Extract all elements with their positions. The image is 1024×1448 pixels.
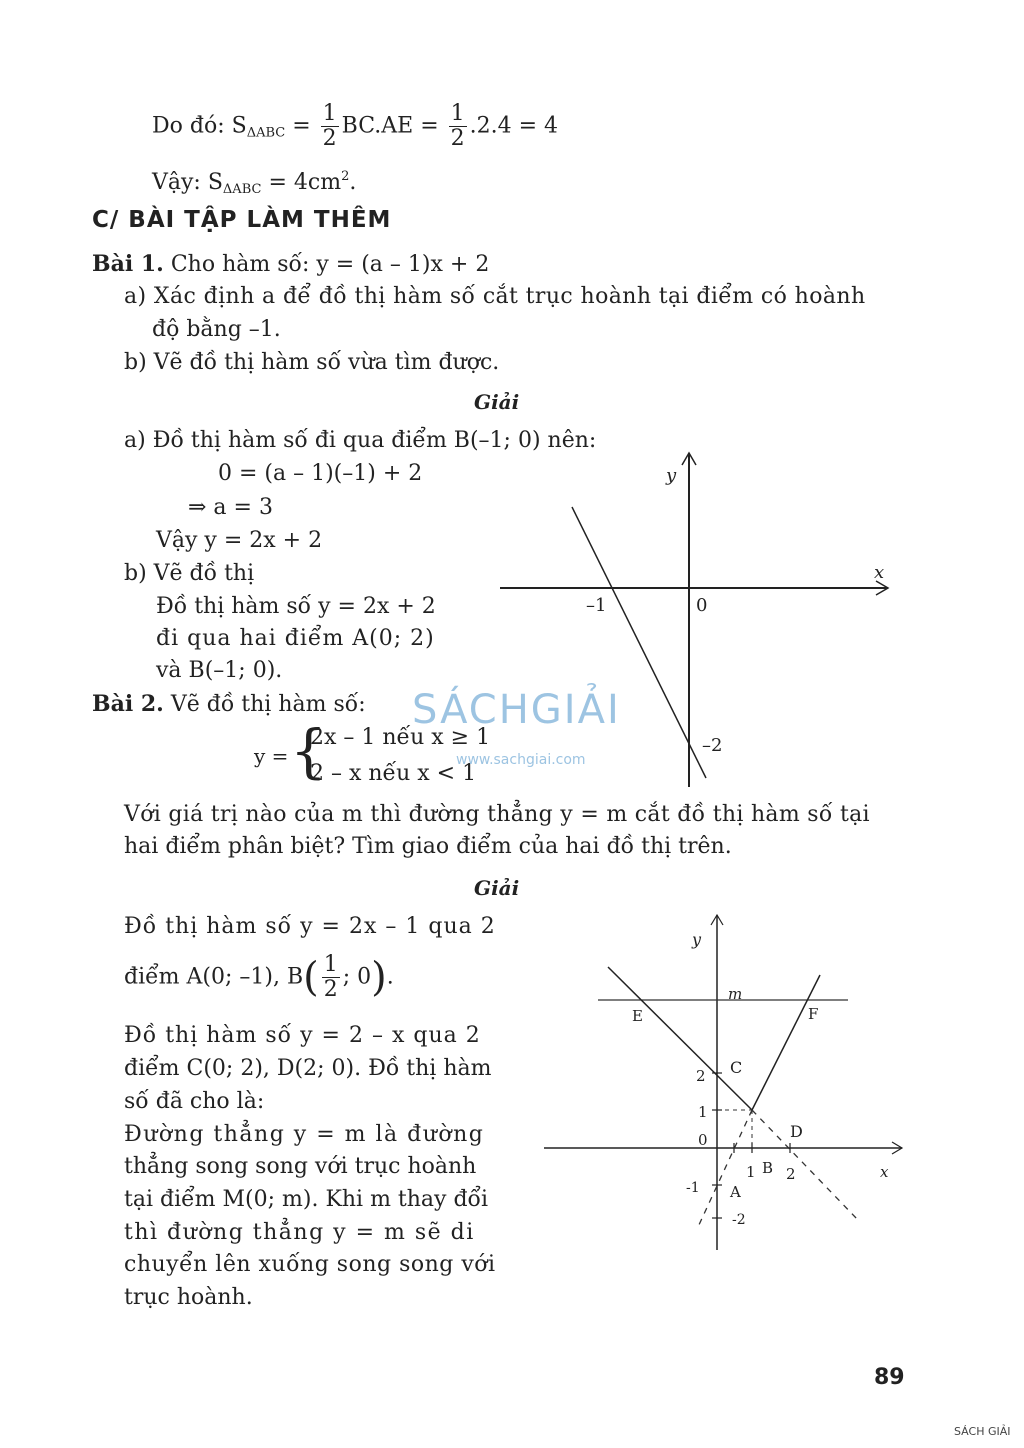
solution-heading: Giải — [474, 390, 520, 414]
solution2-line: chuyển lên xuống song song với — [124, 1252, 496, 1277]
solution-b-line: b) Vẽ đồ thị — [124, 561, 255, 586]
piecewise-brace: { — [290, 717, 327, 785]
page-number: 89 — [874, 1365, 905, 1390]
watermark-logo: SÁCHGIẢI — [412, 687, 621, 733]
piecewise-case-1: 2x – 1 nếu x ≥ 1 — [310, 725, 491, 750]
area-formula-line: Do đó: $S_{\Delta ABC}$ = $\frac{1}{2}$ BC.AE = $\frac{1}{2}$ .2.4 = 4 — [152, 101, 559, 151]
solution2-line: trục hoành. — [124, 1285, 253, 1310]
exercise-1-part-a-cont: độ bằng –1. — [152, 317, 281, 342]
tick-label-y-1: 1 — [698, 1103, 708, 1121]
solution-heading-2: Giải — [474, 876, 520, 900]
solution2-line: thì đường thẳng y = m sẽ di — [124, 1220, 475, 1245]
x-axis-label: x — [874, 562, 885, 583]
exercise-1-statement: Bài 1. Cho hàm số: y = (a – 1)x + 2 — [92, 251, 490, 277]
exercise-2-statement: Bài 2. Vẽ đồ thị hàm số: — [92, 691, 366, 717]
solution-a-line: a) Đồ thị hàm số đi qua điểm B(–1; 0) nên: — [124, 428, 597, 453]
corner-logo: SÁCH GIẢI — [954, 1425, 1011, 1438]
tick-label-y-minus2: -2 — [732, 1212, 746, 1228]
solution2-line: Đồ thị hàm số y = 2 – x qua 2 — [124, 1023, 481, 1048]
y-axis-label: y — [666, 465, 677, 486]
tick-label-x-2: 2 — [786, 1165, 796, 1183]
x-axis-label: x — [880, 1163, 889, 1181]
exercise-1-part-b: b) Vẽ đồ thị hàm số vừa tìm được. — [124, 350, 500, 375]
piecewise-case-2: 2 – x nếu x < 1 — [310, 761, 477, 786]
watermark-url: www.sachgiai.com — [456, 752, 586, 768]
graph-piecewise-function — [540, 905, 910, 1255]
origin-label: 0 — [696, 595, 708, 616]
line-2x-minus-1-solid — [752, 975, 820, 1110]
point-B-label: B — [762, 1159, 774, 1177]
exercise-2-question: Với giá trị nào của m thì đường thẳng y = m cắt đồ thị hàm số tại — [124, 802, 870, 827]
tick-label-minus1: –1 — [586, 595, 607, 616]
tick-label-y-2: 2 — [696, 1067, 706, 1085]
exercise-2-question-cont: hai điểm phân biệt? Tìm giao điểm của hai đồ thị trên. — [124, 834, 732, 859]
solution-result: Vậy y = 2x + 2 — [156, 528, 323, 553]
area-conclusion-line: Vậy: $S_{\Delta ABC} = 4cm^2$. — [152, 169, 357, 197]
solution2-line: số đã cho là: — [124, 1089, 265, 1114]
solution2-line: điểm C(0; 2), D(2; 0). Đồ thị hàm — [124, 1056, 492, 1081]
solution2-points-line: điểm A(0; –1), B( $\frac{1}{2}$ ; 0). — [124, 952, 394, 1002]
solution-b-text: đi qua hai điểm A(0; 2) — [156, 626, 435, 651]
point-A-label: A — [730, 1183, 741, 1201]
solution2-line: Đường thẳng y = m là đường — [124, 1122, 485, 1147]
function-line — [572, 507, 706, 778]
point-C-label: C — [730, 1058, 743, 1077]
point-D-label: D — [790, 1122, 803, 1141]
origin-label: 0 — [698, 1131, 708, 1149]
tick-label-y-minus1: -1 — [686, 1180, 700, 1196]
solution-b-text: và B(–1; 0). — [156, 658, 283, 683]
solution-b-text: Đồ thị hàm số y = 2x + 2 — [156, 594, 436, 619]
exercise-1-part-a: a) Xác định a để đồ thị hàm số cắt trục hoành tại điểm có hoành — [124, 284, 866, 309]
solution-equation: ⇒ a = 3 — [188, 495, 273, 520]
solution2-line: Đồ thị hàm số y = 2x – 1 qua 2 — [124, 914, 496, 939]
tick-label-x-1: 1 — [746, 1163, 756, 1181]
piecewise-y: y = — [254, 744, 289, 768]
solution2-line: tại điểm M(0; m). Khi m thay đổi — [124, 1187, 489, 1212]
label-m: m — [728, 985, 743, 1003]
section-title: C/ BÀI TẬP LÀM THÊM — [92, 207, 392, 233]
solution2-line: thẳng song song với trục hoành — [124, 1154, 477, 1179]
fraction-half: $\frac{1}{2}$ — [450, 101, 465, 151]
graph-y-equals-2x-plus-2 — [490, 445, 900, 795]
point-F-label: F — [808, 1005, 819, 1023]
point-E-label: E — [632, 1007, 643, 1025]
tick-label-minus2: –2 — [702, 735, 723, 756]
y-axis-label: y — [692, 930, 702, 949]
solution-equation: 0 = (a – 1)(–1) + 2 — [218, 461, 423, 486]
fraction-half: $\frac{1}{2}$ — [322, 101, 337, 151]
